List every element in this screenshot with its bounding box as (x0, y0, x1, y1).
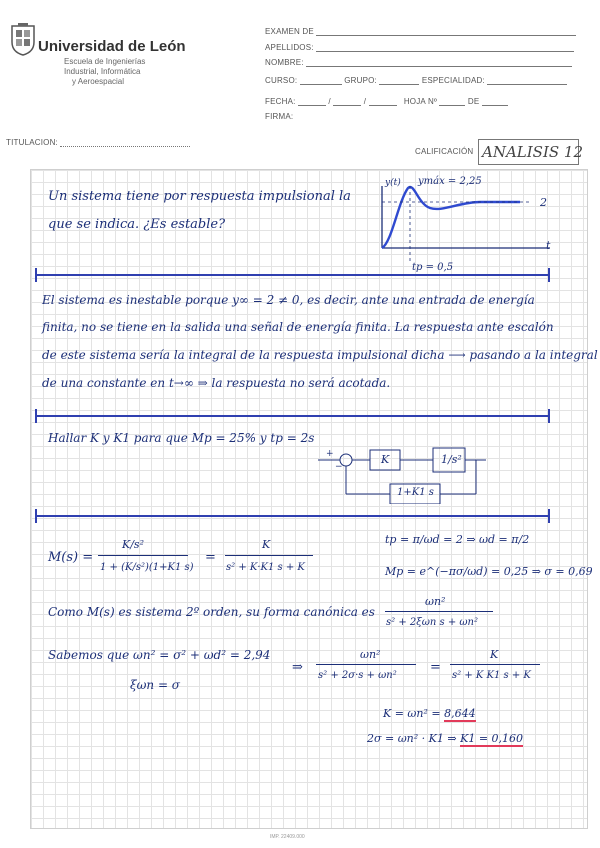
footer-code: IMP. 22409.000 (270, 834, 305, 840)
block-minus-sign: − (335, 462, 343, 472)
block-plus-sign: + (326, 449, 334, 459)
fraction-bar (316, 664, 416, 665)
ms-den: 1 + (K/s²)(1+K1 s) (100, 562, 194, 573)
k1-value: K1 = 0,160 (460, 732, 524, 745)
cmp2-num: K (490, 648, 499, 661)
fraction-bar (385, 611, 493, 612)
graph-ylabel: y(t) (385, 178, 401, 188)
fraction-bar (450, 664, 540, 665)
school-line-2: Industrial, Informática (64, 67, 141, 76)
titulacion-field: TITULACION: (6, 138, 190, 147)
cmp-den: s² + 2σ·s + ωn² (318, 670, 397, 681)
tp-equation: tp = π/ωd = 2 ⇒ ωd = π/2 (385, 533, 530, 546)
fecha-field: FECHA: / / HOJA Nº DE (265, 97, 508, 106)
grade-text: ANALISIS 12 (482, 143, 584, 161)
q2-question: Hallar K y K1 para que Mp = 25% y tp = 2s (48, 431, 315, 445)
block-plant: 1/s² (441, 453, 462, 466)
q1-answer-line-4: de una constante en t→∞ ⇒ la respuesta no será acotada. (42, 376, 391, 390)
separator-line (35, 274, 550, 276)
mp-equation: Mp = e^(−πσ/ωd) = 0,25 ⇒ σ = 0,69 (385, 565, 593, 578)
separator-line (35, 515, 550, 517)
firma-field: FIRMA: (265, 112, 294, 121)
q1-answer-line-3: de este sistema sería la integral de la respuesta impulsional dicha ⟶ pasando a la integral (42, 348, 598, 362)
school-line-3: y Aeroespacial (72, 77, 125, 86)
cmp2-den: s² + K K1 s + K (452, 670, 531, 681)
ms-eq: = (205, 550, 216, 565)
graph-peak-label: ymáx = 2,25 (418, 176, 482, 187)
graph-final-value: 2 (540, 196, 547, 209)
cmp-eq: = (430, 660, 441, 675)
known-relation-1: Sabemos que ωn² = σ² + ωd² = 2,94 (48, 648, 271, 662)
q1-answer-line-2: finita, no se tiene en la salida una señal de energía finita. La respuesta ante escalón (42, 320, 554, 334)
fraction-bar (225, 555, 313, 556)
university-crest-icon (10, 22, 36, 61)
k-result: K = ωn² = 8,644 (383, 707, 476, 720)
canon-den: s² + 2ξωn s + ωn² (386, 617, 478, 628)
q1-answer-line-1: El sistema es inestable porque y∞ = 2 ≠ 0, es decir, ante una entrada de energía (42, 293, 535, 307)
examen-field: EXAMEN DE (265, 27, 576, 36)
block-k: K (381, 453, 390, 466)
canon-num: ωn² (425, 595, 446, 608)
fraction-bar (98, 555, 188, 556)
q1-question-line-2: que se indica. ¿Es estable? (48, 217, 226, 232)
school-line-1: Escuela de Ingenierías (64, 57, 146, 66)
known-relation-2: ξωn = σ (130, 678, 180, 692)
university-name: Universidad de León (38, 38, 186, 55)
q1-question-line-1: Un sistema tiene por respuesta impulsional la (48, 189, 351, 204)
ms2-num: K (262, 538, 271, 551)
ms-lhs: M(s) = (48, 550, 94, 565)
curso-field: CURSO: GRUPO: ESPECIALIDAD: (265, 76, 567, 85)
k-value: 8,644 (444, 707, 476, 720)
calificacion-label: CALIFICACIÓN (415, 147, 474, 156)
block-feedback: 1+K1 s (397, 487, 434, 498)
graph-xlabel: t (546, 239, 551, 252)
apellidos-field: APELLIDOS: (265, 43, 574, 52)
cmp-num: ωn² (360, 648, 381, 661)
ms2-den: s² + K·K1 s + K (226, 562, 305, 573)
k1-result: 2σ = ωn² · K1 ⇒ K1 = 0,160 (367, 732, 524, 745)
ms-num: K/s² (122, 538, 144, 551)
separator-line (35, 415, 550, 417)
canonical-form-text: Como M(s) es sistema 2º orden, su forma canónica es (48, 605, 375, 619)
implies-arrow: ⇒ (292, 660, 303, 675)
graph-tp-label: tp = 0,5 (412, 262, 454, 273)
nombre-field: NOMBRE: (265, 58, 572, 67)
